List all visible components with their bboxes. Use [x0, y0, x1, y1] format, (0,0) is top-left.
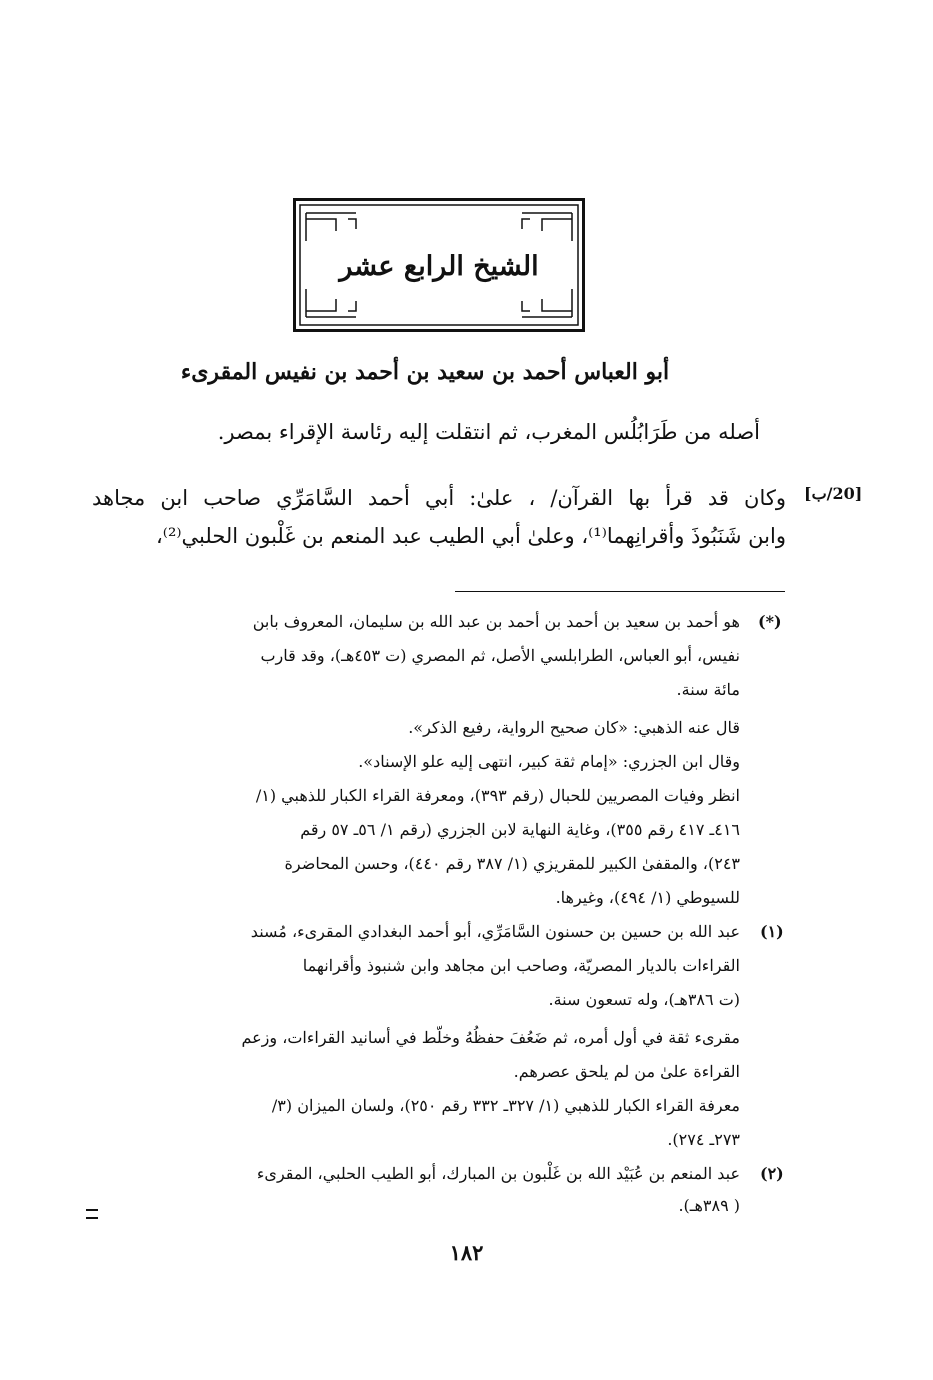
- footnote-star-line-4: قال عنه الذهبي: «كان صحيح الرواية، رفيع الذكر».: [408, 718, 740, 737]
- body-line-1: أصله من طَرَابُلُس المغرب، ثم انتقلت إليه رئاسة الإقراء بمصر.: [217, 420, 760, 444]
- footnote-star-line-9: للسيوطي (١/ ٤٩٤)، وغيرها.: [555, 888, 740, 907]
- footnote-1-line-4: مقرىء ثقة في أول أمره، ثم ضَعُفَ حفظُهُ وخلّط في أسانيد القراءات، وزعم: [241, 1028, 740, 1047]
- footnote-2-line-1: عبد المنعم بن عُبَيْد الله بن غَلْبون بن المبارك، أبو الطيب الحلبي، المقرىء: [256, 1164, 740, 1183]
- footnote-1-line-1: عبد الله بن حسين بن حسنون السَّامَرِّي، أبو أحمد البغدادي المقرىء، مُسند: [250, 922, 740, 941]
- footnote-star-line-2: نفيس، أبو العباس، الطرابلسي الأصل، ثم المصري (ت ٤٥٣هـ)، وقد قارب: [260, 646, 740, 665]
- footnote-star-marker: (*): [758, 612, 782, 631]
- section-title: الشيخ الرابع عشر: [339, 251, 539, 282]
- footnote-star-line-8: ٢٤٣)، والمقفىٰ الكبير للمقريزي (١/ ٣٨٧ رقم ٤٤٠)، وحسن المحاضرة: [284, 854, 740, 873]
- footnote-1-line-2: القراءات بالديار المصريّة، وصاحب ابن مجاهد وابن شنبوذ وأقرانهما: [302, 956, 740, 975]
- footnote-star-line-5: وقال ابن الجزري: «إمام ثقة كبير، انتهى إليه علو الإسناد».: [358, 752, 740, 771]
- footnote-1-line-3: (ت ٣٨٦هـ)، وله تسعون سنة.: [548, 990, 740, 1009]
- body-line-3: وابن شَنَبُوذَ وأقرانِهما⁽¹⁾، وعلىٰ أبي الطيب عبد المنعم بن غَلْبون الحلبي⁽²⁾،: [156, 524, 786, 548]
- footnote-star-line-3: مائة سنة.: [676, 680, 740, 699]
- manuscript-folio-note: [20/ب]: [804, 484, 863, 503]
- body-line-2: وكان قد قرأ بها القرآن/ ، علىٰ: أبي أحمد السَّامَرِّي صاحب ابن مجاهد: [92, 486, 786, 510]
- footnote-2-marker: (٢): [760, 1164, 784, 1183]
- footnote-star-line-6: انظر وفيات المصريين للحبال (رقم ٣٩٣)، ومعرفة القراء الكبار للذهبي (١/: [255, 786, 740, 805]
- footnote-star-line-1: هو أحمد بن سعيد بن أحمد بن أحمد بن عبد الله بن سليمان، المعروف بابن: [252, 612, 740, 631]
- footnote-1-line-5: القراءة علىٰ من لم يلحق عصرهم.: [513, 1062, 740, 1081]
- footnote-1-line-6: معرفة القراء الكبار للذهبي (١/ ٣٢٧ـ ٣٣٢ رقم ٢٥٠)، ولسان الميزان (٣/: [271, 1096, 740, 1115]
- footnote-separator: [455, 591, 785, 592]
- footnote-2-line-2: ( ٣٨٩هـ).: [678, 1196, 740, 1215]
- page-number: ١٨٢: [449, 1240, 484, 1265]
- biography-heading: أبو العباس أحمد بن سعيد بن أحمد بن نفيس المقرىء: [180, 359, 670, 385]
- footnote-star-line-7: ٤١٦ـ ٤١٧ رقم ٣٥٥)، وغاية النهاية لابن الجزري (رقم ١/ ٥٦ـ ٥٧ رقم: [300, 820, 740, 839]
- footnote-1-line-7: ٢٧٣ـ ٢٧٤).: [667, 1130, 740, 1149]
- section-title-frame: [293, 198, 585, 332]
- continuation-mark: [86, 1209, 98, 1219]
- footnote-1-marker: (١): [760, 922, 784, 941]
